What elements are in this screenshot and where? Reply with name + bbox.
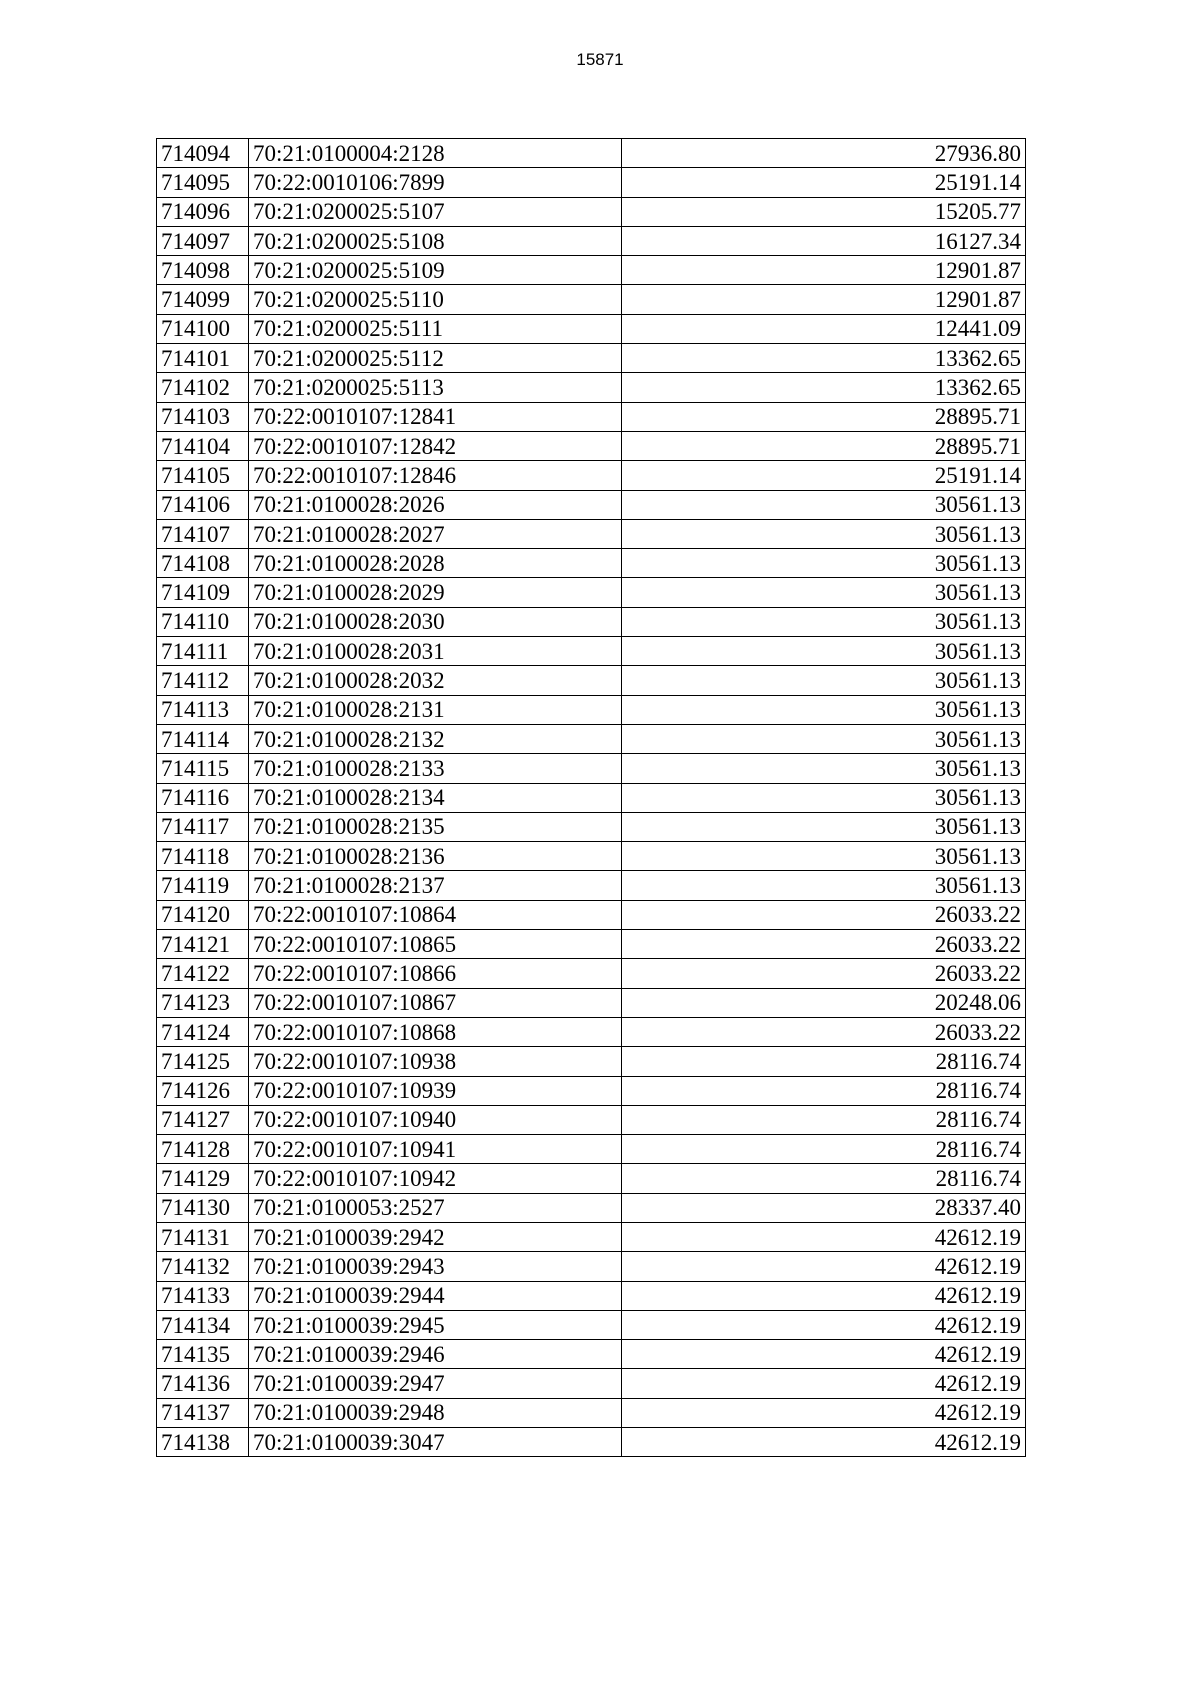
row-number-cell: 714135: [157, 1340, 249, 1369]
row-number-cell: 714094: [157, 139, 249, 168]
value-cell: 30561.13: [622, 607, 1026, 636]
cadastral-number-cell: 70:21:0100028:2026: [249, 490, 622, 519]
row-number-cell: 714109: [157, 578, 249, 607]
value-cell: 28337.40: [622, 1193, 1026, 1222]
table-row: [157, 724, 1026, 753]
table-row: [157, 1310, 1026, 1339]
row-number-cell: 714123: [157, 988, 249, 1017]
cadastral-number-cell: 70:21:0100053:2527: [249, 1193, 622, 1222]
row-number-cell: 714108: [157, 549, 249, 578]
row-number-cell: 714110: [157, 607, 249, 636]
table-row: [157, 1340, 1026, 1369]
value-cell: 30561.13: [622, 812, 1026, 841]
cadastral-number-cell: 70:21:0100028:2135: [249, 812, 622, 841]
row-number-cell: 714118: [157, 842, 249, 871]
cadastral-number-cell: 70:21:0100028:2031: [249, 637, 622, 666]
cadastral-number-cell: 70:22:0010107:12842: [249, 431, 622, 460]
cadastral-number-cell: 70:22:0010107:10938: [249, 1047, 622, 1076]
table-row: [157, 168, 1026, 197]
row-number-cell: 714107: [157, 519, 249, 548]
table-row: [157, 490, 1026, 519]
cadastral-number-cell: 70:22:0010107:10939: [249, 1076, 622, 1105]
cadastral-number-cell: 70:21:0100039:2942: [249, 1222, 622, 1251]
cadastral-number-cell: 70:21:0200025:5110: [249, 285, 622, 314]
row-number-cell: 714099: [157, 285, 249, 314]
data-table: [156, 138, 1026, 1457]
table-row: [157, 783, 1026, 812]
value-cell: 25191.14: [622, 461, 1026, 490]
value-cell: 30561.13: [622, 754, 1026, 783]
row-number-cell: 714102: [157, 373, 249, 402]
cadastral-number-cell: 70:22:0010106:7899: [249, 168, 622, 197]
cadastral-number-cell: 70:22:0010107:10941: [249, 1135, 622, 1164]
cadastral-number-cell: 70:21:0200025:5107: [249, 197, 622, 226]
table-row: [157, 637, 1026, 666]
table-row: [157, 1047, 1026, 1076]
value-cell: 30561.13: [622, 842, 1026, 871]
table-row: [157, 344, 1026, 373]
value-cell: 15205.77: [622, 197, 1026, 226]
cadastral-number-cell: 70:22:0010107:10865: [249, 930, 622, 959]
row-number-cell: 714121: [157, 930, 249, 959]
row-number-cell: 714127: [157, 1105, 249, 1134]
value-cell: 28116.74: [622, 1164, 1026, 1193]
value-cell: 30561.13: [622, 695, 1026, 724]
table-row: [157, 812, 1026, 841]
table-row: [157, 959, 1026, 988]
cadastral-number-cell: 70:21:0100028:2027: [249, 519, 622, 548]
value-cell: 28895.71: [622, 431, 1026, 460]
table-row: [157, 1222, 1026, 1251]
row-number-cell: 714095: [157, 168, 249, 197]
value-cell: 13362.65: [622, 344, 1026, 373]
row-number-cell: 714105: [157, 461, 249, 490]
table-row: [157, 666, 1026, 695]
page-number: 15871: [576, 50, 624, 69]
cadastral-number-cell: 70:21:0100028:2137: [249, 871, 622, 900]
value-cell: 26033.22: [622, 930, 1026, 959]
value-cell: 12441.09: [622, 314, 1026, 343]
table-row: [157, 519, 1026, 548]
value-cell: 28116.74: [622, 1076, 1026, 1105]
cadastral-number-cell: 70:21:0100039:2946: [249, 1340, 622, 1369]
value-cell: 30561.13: [622, 490, 1026, 519]
value-cell: 30561.13: [622, 871, 1026, 900]
row-number-cell: 714096: [157, 197, 249, 226]
table-row: [157, 1135, 1026, 1164]
table-row: [157, 139, 1026, 168]
value-cell: 42612.19: [622, 1340, 1026, 1369]
value-cell: 30561.13: [622, 578, 1026, 607]
cadastral-number-cell: 70:22:0010107:10942: [249, 1164, 622, 1193]
table-row: [157, 373, 1026, 402]
row-number-cell: 714138: [157, 1428, 249, 1457]
table-row: [157, 578, 1026, 607]
cadastral-number-cell: 70:22:0010107:10867: [249, 988, 622, 1017]
table-row: [157, 607, 1026, 636]
table-row: [157, 314, 1026, 343]
row-number-cell: 714122: [157, 959, 249, 988]
value-cell: 30561.13: [622, 549, 1026, 578]
table-row: [157, 1193, 1026, 1222]
cadastral-number-cell: 70:21:0100028:2032: [249, 666, 622, 695]
value-cell: 13362.65: [622, 373, 1026, 402]
value-cell: 28116.74: [622, 1135, 1026, 1164]
cadastral-number-cell: 70:21:0200025:5111: [249, 314, 622, 343]
value-cell: 30561.13: [622, 519, 1026, 548]
row-number-cell: 714126: [157, 1076, 249, 1105]
row-number-cell: 714103: [157, 402, 249, 431]
row-number-cell: 714113: [157, 695, 249, 724]
cadastral-number-cell: 70:22:0010107:10866: [249, 959, 622, 988]
cadastral-number-cell: 70:21:0100028:2030: [249, 607, 622, 636]
table-row: [157, 695, 1026, 724]
cadastral-number-cell: 70:22:0010107:12841: [249, 402, 622, 431]
table-row: [157, 197, 1026, 226]
cadastral-number-cell: 70:21:0100028:2136: [249, 842, 622, 871]
table-row: [157, 285, 1026, 314]
row-number-cell: 714097: [157, 226, 249, 255]
row-number-cell: 714136: [157, 1369, 249, 1398]
row-number-cell: 714114: [157, 724, 249, 753]
value-cell: 25191.14: [622, 168, 1026, 197]
table-row: [157, 402, 1026, 431]
value-cell: 26033.22: [622, 900, 1026, 929]
table-row: [157, 1281, 1026, 1310]
cadastral-number-cell: 70:22:0010107:10864: [249, 900, 622, 929]
cadastral-number-cell: 70:22:0010107:10868: [249, 1017, 622, 1046]
value-cell: 27936.80: [622, 139, 1026, 168]
table-row: [157, 1252, 1026, 1281]
value-cell: 30561.13: [622, 783, 1026, 812]
row-number-cell: 714133: [157, 1281, 249, 1310]
row-number-cell: 714115: [157, 754, 249, 783]
table-row: [157, 256, 1026, 285]
row-number-cell: 714132: [157, 1252, 249, 1281]
cadastral-number-cell: 70:21:0100028:2134: [249, 783, 622, 812]
value-cell: 20248.06: [622, 988, 1026, 1017]
value-cell: 28116.74: [622, 1047, 1026, 1076]
table-row: [157, 1428, 1026, 1457]
value-cell: 30561.13: [622, 637, 1026, 666]
row-number-cell: 714128: [157, 1135, 249, 1164]
value-cell: 42612.19: [622, 1281, 1026, 1310]
table-row: [157, 1164, 1026, 1193]
table-row: [157, 1076, 1026, 1105]
table-row: [157, 930, 1026, 959]
cadastral-number-cell: 70:21:0100039:2948: [249, 1398, 622, 1427]
row-number-cell: 714116: [157, 783, 249, 812]
value-cell: 42612.19: [622, 1369, 1026, 1398]
table-body: [157, 139, 1026, 1457]
cadastral-number-cell: 70:21:0100028:2028: [249, 549, 622, 578]
cadastral-number-cell: 70:21:0100039:2944: [249, 1281, 622, 1310]
cadastral-number-cell: 70:21:0200025:5113: [249, 373, 622, 402]
value-cell: 28895.71: [622, 402, 1026, 431]
cadastral-number-cell: 70:21:0100039:2947: [249, 1369, 622, 1398]
value-cell: 26033.22: [622, 1017, 1026, 1046]
cadastral-number-cell: 70:21:0200025:5109: [249, 256, 622, 285]
table-row: [157, 1017, 1026, 1046]
value-cell: 42612.19: [622, 1222, 1026, 1251]
cadastral-number-cell: 70:21:0200025:5108: [249, 226, 622, 255]
row-number-cell: 714098: [157, 256, 249, 285]
cadastral-number-cell: 70:21:0100028:2131: [249, 695, 622, 724]
cadastral-number-cell: 70:22:0010107:10940: [249, 1105, 622, 1134]
row-number-cell: 714130: [157, 1193, 249, 1222]
cadastral-number-cell: 70:21:0100039:2945: [249, 1310, 622, 1339]
cadastral-number-cell: 70:21:0200025:5112: [249, 344, 622, 373]
row-number-cell: 714124: [157, 1017, 249, 1046]
cadastral-number-cell: 70:21:0100039:3047: [249, 1428, 622, 1457]
cadastral-number-cell: 70:21:0100039:2943: [249, 1252, 622, 1281]
row-number-cell: 714131: [157, 1222, 249, 1251]
table-row: [157, 754, 1026, 783]
table-row: [157, 1105, 1026, 1134]
table-row: [157, 871, 1026, 900]
value-cell: 30561.13: [622, 724, 1026, 753]
value-cell: 16127.34: [622, 226, 1026, 255]
value-cell: 26033.22: [622, 959, 1026, 988]
value-cell: 42612.19: [622, 1428, 1026, 1457]
row-number-cell: 714106: [157, 490, 249, 519]
value-cell: 30561.13: [622, 666, 1026, 695]
value-cell: 42612.19: [622, 1252, 1026, 1281]
table-row: [157, 431, 1026, 460]
value-cell: 42612.19: [622, 1310, 1026, 1339]
row-number-cell: 714125: [157, 1047, 249, 1076]
row-number-cell: 714137: [157, 1398, 249, 1427]
table-row: [157, 988, 1026, 1017]
table-row: [157, 549, 1026, 578]
table-row: [157, 1369, 1026, 1398]
cadastral-number-cell: 70:21:0100028:2029: [249, 578, 622, 607]
cadastral-number-cell: 70:21:0100028:2133: [249, 754, 622, 783]
row-number-cell: 714120: [157, 900, 249, 929]
row-number-cell: 714104: [157, 431, 249, 460]
cadastral-number-cell: 70:21:0100004:2128: [249, 139, 622, 168]
value-cell: 12901.87: [622, 285, 1026, 314]
row-number-cell: 714119: [157, 871, 249, 900]
cadastral-number-cell: 70:21:0100028:2132: [249, 724, 622, 753]
value-cell: 28116.74: [622, 1105, 1026, 1134]
table-row: [157, 842, 1026, 871]
value-cell: 12901.87: [622, 256, 1026, 285]
row-number-cell: 714100: [157, 314, 249, 343]
row-number-cell: 714129: [157, 1164, 249, 1193]
value-cell: 42612.19: [622, 1398, 1026, 1427]
row-number-cell: 714101: [157, 344, 249, 373]
row-number-cell: 714117: [157, 812, 249, 841]
table-row: [157, 226, 1026, 255]
row-number-cell: 714112: [157, 666, 249, 695]
table-row: [157, 900, 1026, 929]
row-number-cell: 714134: [157, 1310, 249, 1339]
row-number-cell: 714111: [157, 637, 249, 666]
table-row: [157, 1398, 1026, 1427]
table-row: [157, 461, 1026, 490]
cadastral-number-cell: 70:22:0010107:12846: [249, 461, 622, 490]
